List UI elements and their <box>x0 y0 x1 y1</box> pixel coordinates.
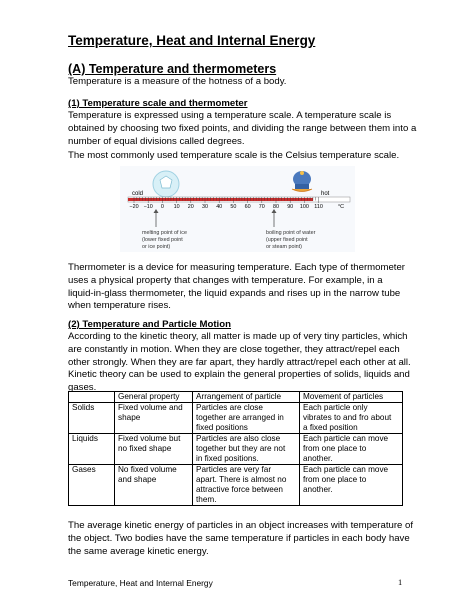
cell-line: Particles are very far <box>196 465 272 474</box>
text-line: The average kinetic energy of particles in an object increases with temperature of <box>68 520 414 531</box>
table-row <box>69 403 403 434</box>
cell-line: and shape <box>118 475 157 484</box>
cell-line: fixed positions <box>196 423 248 432</box>
hot-label: hot <box>321 191 330 197</box>
table-cell <box>300 403 403 434</box>
scale-tick-label: 10 <box>173 204 180 210</box>
text-line: Kinetic theory can be used to explain the general properties of solids, liquids and <box>68 369 410 380</box>
text-line: uses a physical property that changes with temperature. For example, in a <box>68 274 383 286</box>
table-row <box>69 434 403 465</box>
page-number: 1 <box>398 578 403 587</box>
scale-tick-label: 100 <box>299 204 309 210</box>
cell-line: No fixed volume <box>118 465 177 474</box>
scale-tick-label: 60 <box>244 204 251 210</box>
table-cell <box>193 403 300 434</box>
ice-label-line: melting point of ice <box>142 230 187 236</box>
cell-line: Each particle can move <box>303 465 389 474</box>
header-cell: Movement of particles <box>300 392 403 403</box>
steam-label-line: or steam point) <box>266 244 302 250</box>
cell-line: Each particle only <box>303 403 368 412</box>
sub1-paragraph-3 <box>68 262 408 313</box>
cell-line: together but they are not <box>196 444 286 453</box>
cell-line: Fixed volume but <box>118 434 181 443</box>
text-line: the same average kinetic energy. <box>68 545 209 557</box>
cell-line: attractive force between <box>196 485 283 494</box>
table-cell <box>69 403 115 434</box>
cell-line: Particles are close <box>196 403 263 412</box>
scale-tick-label: 20 <box>187 204 194 210</box>
text-line: other strongly. When they are far apart, they hardly attract/repel each other at all. <box>68 356 411 368</box>
table-header-row <box>69 392 403 403</box>
cell-line: them. <box>196 495 217 504</box>
steam-label-line: (upper fixed point <box>266 237 308 243</box>
sub2-paragraph-3 <box>68 520 414 558</box>
cell-line: Gases <box>72 465 96 474</box>
cell-line: Each particle can move <box>303 434 389 443</box>
cell-line: Fixed volume and <box>118 403 183 412</box>
text-line: are constantly in motion. When they are close together, they attract/repel each <box>68 343 400 355</box>
scale-tick-label: 80 <box>273 204 279 210</box>
text-line: gases. <box>68 381 97 393</box>
text-line: obtained by choosing two fixed points, and dividing the range between them into a <box>68 122 417 134</box>
cell-line: together are arranged in <box>196 413 284 422</box>
ice-label-line: or ice point) <box>142 244 171 250</box>
table-cell <box>300 465 403 506</box>
scale-tick-label: 90 <box>287 204 294 210</box>
particle-properties-table <box>68 391 403 506</box>
table-cell <box>193 465 300 506</box>
table-cell <box>115 403 193 434</box>
cell-line: shape <box>118 413 141 422</box>
table-cell <box>115 434 193 465</box>
text-line: liquid-in-glass thermometer, the liquid expands and rises up in the narrow tube <box>68 287 401 299</box>
scale-tick-label: 110 <box>314 204 323 210</box>
scale-tick-label: −20 <box>129 204 139 210</box>
text-line: when temperature rises. <box>68 300 171 312</box>
section-a-intro: Temperature is a measure of the hotness of a body. <box>68 76 287 87</box>
text-line: the object. Two bodies have the same temperature if particles in each body have <box>68 532 410 544</box>
scale-tick-label: 40 <box>216 204 223 210</box>
cell-line: another. <box>303 485 333 494</box>
sub2-paragraph-1 <box>68 331 411 369</box>
text-line: Thermometer is a device for measuring temperature. Each type of thermometer <box>68 262 405 273</box>
cell-line: Solids <box>72 403 95 412</box>
steam-label-line: boiling point of water <box>266 230 316 236</box>
kettle-icon <box>292 171 312 192</box>
cell-line: Particles are also close <box>196 434 281 443</box>
cell-line: no fixed shape <box>118 444 172 453</box>
cell-line: Liquids <box>72 434 98 443</box>
cell-line: apart. There is almost no <box>196 475 287 484</box>
scale-tick-label: 0 <box>160 204 164 210</box>
footer-title: Temperature, Heat and Internal Energy <box>68 578 213 588</box>
header-cell <box>69 392 115 403</box>
table-cell <box>69 434 115 465</box>
cell-line: a fixed position <box>303 423 358 432</box>
table-cell <box>300 434 403 465</box>
thermometer-column <box>128 198 313 201</box>
cell-line: from one place to <box>303 444 367 453</box>
section-a-heading: (A) Temperature and thermometers <box>68 62 277 76</box>
sub1-paragraph-2: The most commonly used temperature scale is the Celsius temperature scale. <box>68 150 400 161</box>
table-row <box>69 465 403 506</box>
header-cell: Arrangement of particle <box>193 392 300 403</box>
scale-tick-label: 50 <box>230 204 237 210</box>
sub1-heading: (1) Temperature scale and thermometer <box>68 98 248 109</box>
scale-tick-label: 30 <box>202 204 208 210</box>
cell-line: another. <box>303 454 333 463</box>
celsius-scale-figure <box>120 166 355 252</box>
page-title: Temperature, Heat and Internal Energy <box>68 33 316 48</box>
text-line: Temperature is expressed using a temperature scale. A temperature scale is <box>68 110 392 121</box>
table-cell <box>115 465 193 506</box>
scale-tick-label: 70 <box>258 204 265 210</box>
sub1-paragraph-1 <box>68 110 417 148</box>
cold-label: cold <box>132 191 144 197</box>
sub2-heading: (2) Temperature and Particle Motion <box>68 319 231 330</box>
cell-line: vibrates to and fro about <box>303 413 392 422</box>
table-cell <box>193 434 300 465</box>
scale-unit: °C <box>338 204 345 210</box>
scale-tick-label: −10 <box>143 204 153 210</box>
cell-line: from one place to <box>303 475 367 484</box>
text-line: According to the kinetic theory, all matter is made up of very tiny particles, which <box>68 331 408 342</box>
table-cell <box>69 465 115 506</box>
ice-label-line: (lower fixed point <box>142 237 183 243</box>
text-line: number of equal divisions called degrees. <box>68 135 245 147</box>
header-cell: General property <box>115 392 193 403</box>
cell-line: in fixed positions. <box>196 454 259 463</box>
